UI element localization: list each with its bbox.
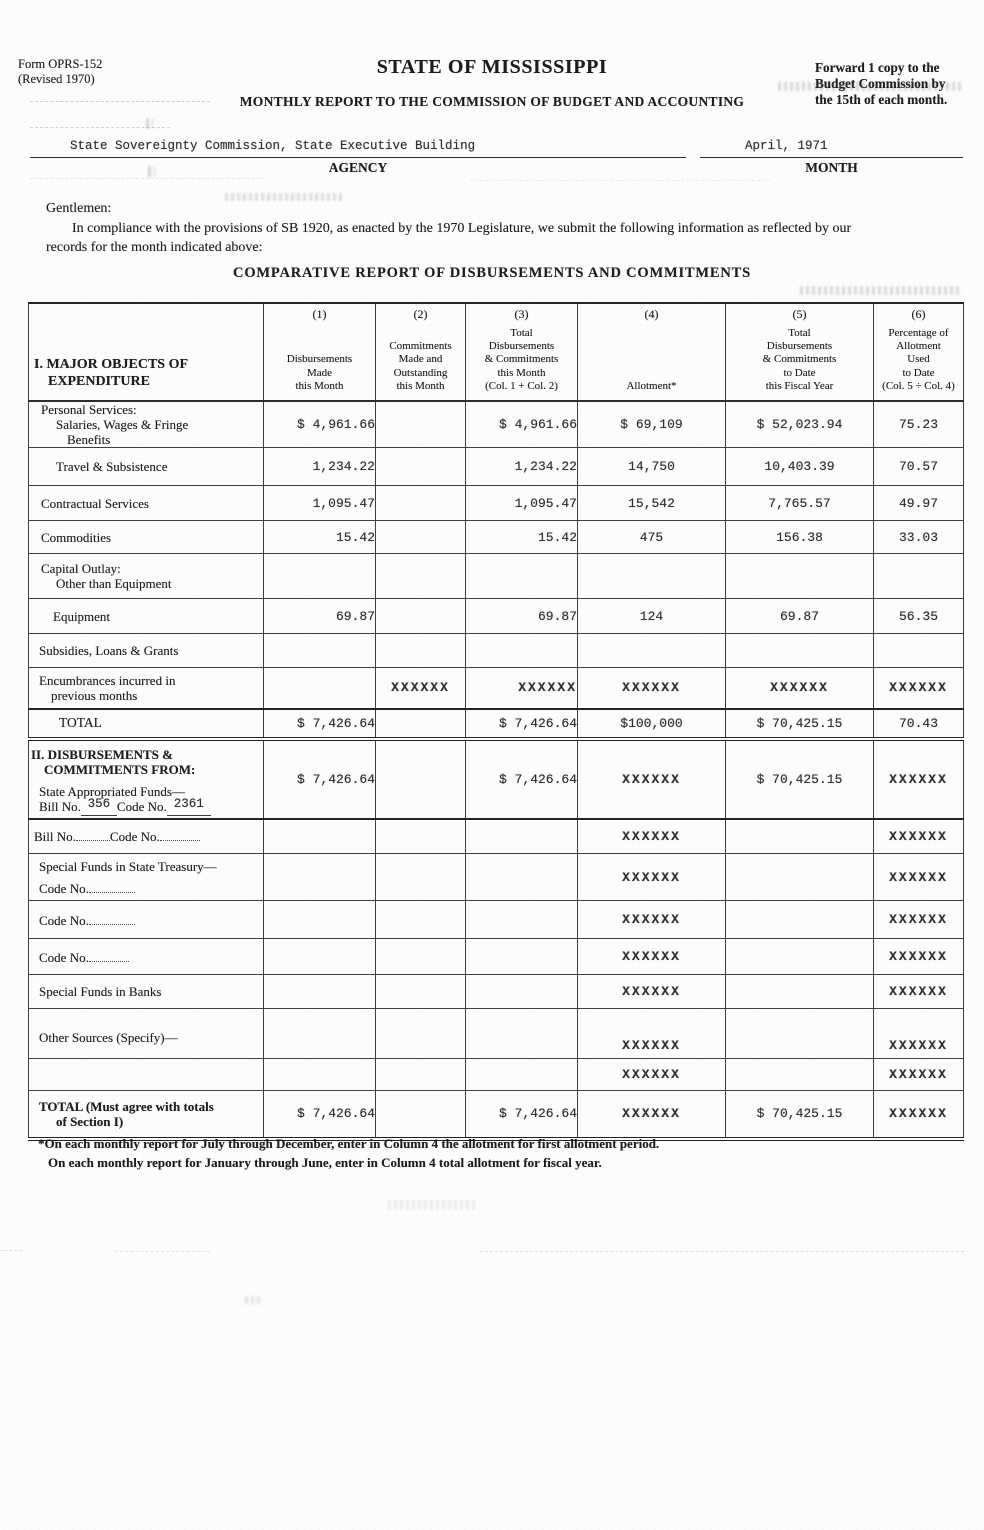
value-cell — [376, 854, 466, 901]
month-label: MONTH — [805, 160, 858, 175]
table-header-row — [29, 303, 964, 401]
row-label-cell — [29, 819, 264, 854]
column-header-cell — [578, 303, 726, 401]
column-header-line: Total — [788, 327, 811, 340]
code-no-label: Code No. — [116, 798, 167, 814]
value-cell — [264, 1059, 376, 1091]
row-label-line: Salaries, Wages & Fringe — [56, 417, 189, 433]
bill-no-label: Bill No. — [39, 798, 81, 814]
column-header-line: to Date — [902, 366, 935, 379]
table-row — [29, 554, 964, 599]
forward-note-line: the 15th of each month. — [815, 92, 948, 108]
table-row — [29, 521, 964, 554]
value-cell: 33.03 — [874, 521, 964, 554]
value-cell: 75.23 — [874, 401, 964, 448]
form-revision-line: (Revised 1970) — [18, 71, 95, 86]
row-label-cell — [29, 401, 264, 448]
scan-artifact — [480, 1251, 964, 1252]
bill-no-label: Bill No. — [34, 829, 76, 845]
value-cell: XXXXXX — [874, 819, 964, 854]
value-cell: $ 7,426.64 — [264, 739, 376, 819]
table-row — [29, 486, 964, 521]
scan-artifact — [0, 1250, 22, 1251]
page-title: STATE OF MISSISSIPPI — [376, 56, 608, 78]
value-cell — [466, 1009, 578, 1059]
value-cell: $ 70,425.15 — [726, 1091, 874, 1139]
footnote: On each monthly report for January through June, enter in Column 4 total allotment for fiscal year. — [48, 1155, 602, 1170]
agency-underline — [30, 157, 686, 158]
table-row — [29, 448, 964, 486]
table-row — [29, 599, 964, 634]
column-header-line: Allotment — [896, 340, 941, 353]
table-row — [29, 854, 964, 901]
value-cell — [726, 975, 874, 1009]
column-header-line: & Commitments — [762, 353, 837, 366]
forward-note-line: Forward 1 copy to the — [815, 60, 940, 75]
value-cell — [264, 1009, 376, 1059]
value-cell: $ 4,961.66 — [264, 401, 376, 448]
value-cell — [264, 634, 376, 668]
value-cell — [726, 854, 874, 901]
column-header-cell — [264, 303, 376, 401]
bill-code-line — [29, 828, 263, 844]
value-cell — [264, 554, 376, 599]
table-row — [29, 819, 964, 854]
value-cell — [726, 939, 874, 975]
value-cell — [376, 1059, 466, 1091]
value-cell: XXXXXX — [578, 739, 726, 819]
column-header-line: Allotment* — [626, 379, 677, 392]
value-cell — [376, 634, 466, 668]
row-label-line: Benefits — [67, 432, 111, 448]
value-cell: XXXXXX — [874, 939, 964, 975]
column-header-line: Made — [306, 366, 333, 379]
value-cell: $100,000 — [578, 709, 726, 739]
row-label-cell — [29, 448, 264, 486]
row-label-line: Special Funds in Banks — [39, 984, 162, 1000]
column-header-line: this Fiscal Year — [765, 379, 834, 392]
value-cell — [726, 1009, 874, 1059]
table-row — [29, 739, 964, 819]
column-number: (1) — [312, 307, 327, 321]
value-cell — [726, 901, 874, 939]
row-label-line: Commodities — [41, 529, 112, 545]
scan-artifact — [30, 178, 260, 179]
column-header-line: this Month — [497, 366, 546, 379]
column-header-line: Used — [907, 353, 930, 366]
value-cell: 14,750 — [578, 448, 726, 486]
row-label-line: of Section I) — [56, 1113, 124, 1129]
value-cell — [578, 554, 726, 599]
value-cell: 7,765.57 — [726, 486, 874, 521]
value-cell: $ 4,961.66 — [466, 401, 578, 448]
value-cell: $ 70,425.15 — [726, 709, 874, 739]
value-cell — [874, 634, 964, 668]
row-label-cell — [29, 1059, 264, 1091]
row-label-line: Special Funds in State Treasury— — [39, 858, 217, 874]
column-header-line: Commitments — [389, 340, 452, 353]
value-cell: XXXXXX — [726, 668, 874, 709]
row-label-cell — [29, 854, 264, 901]
value-cell — [376, 599, 466, 634]
row-label-line: Other than Equipment — [56, 576, 172, 592]
value-cell — [376, 709, 466, 739]
value-cell: 1,095.47 — [264, 486, 376, 521]
column-header-line: Disbursements — [286, 353, 353, 366]
row-label-line: State Appropriated Funds— — [39, 783, 185, 799]
row-label-line: Contractual Services — [41, 495, 149, 511]
value-cell: XXXXXX — [578, 1059, 726, 1091]
value-cell — [466, 819, 578, 854]
value-cell — [376, 521, 466, 554]
column-number: (5) — [792, 307, 807, 321]
value-cell: 69.87 — [264, 599, 376, 634]
value-cell — [376, 401, 466, 448]
value-cell: XXXXXX — [874, 901, 964, 939]
column-number: (6) — [911, 307, 926, 321]
month-value: April, 1971 — [745, 139, 828, 153]
value-cell: XXXXXX — [874, 1059, 964, 1091]
value-cell — [264, 668, 376, 709]
value-cell: XXXXXX — [578, 1091, 726, 1139]
letter-body-line: In compliance with the provisions of SB 1920, as enacted by the 1970 Legislature, we submit the following information as reflected by our — [72, 221, 852, 236]
scan-artifact — [30, 101, 210, 102]
value-cell: 1,234.22 — [264, 448, 376, 486]
value-cell: 56.35 — [874, 599, 964, 634]
column-header-line: Outstanding — [393, 366, 448, 379]
value-cell: $ 7,426.64 — [466, 709, 578, 739]
value-cell — [376, 554, 466, 599]
month-underline — [700, 157, 963, 158]
value-cell: $ 7,426.64 — [466, 739, 578, 819]
footnote: *On each monthly report for July through December, enter in Column 4 the allotment for first allotment period. — [38, 1136, 660, 1151]
table-title: COMPARATIVE REPORT OF DISBURSEMENTS AND COMMITMENTS — [233, 265, 751, 281]
column-header-cell — [466, 303, 578, 401]
table-row — [29, 634, 964, 668]
value-cell: XXXXXX — [874, 1091, 964, 1139]
table-row — [29, 401, 964, 448]
value-cell — [376, 739, 466, 819]
value-cell — [376, 1091, 466, 1139]
row-label-cell — [29, 975, 264, 1009]
value-cell: 15,542 — [578, 486, 726, 521]
code-no-label: Code No. — [109, 829, 160, 845]
scan-artifact — [245, 1296, 263, 1304]
value-cell — [376, 1009, 466, 1059]
bill-code-line — [29, 796, 263, 817]
row-label-line: Subsidies, Loans & Grants — [39, 643, 179, 659]
row-label-cell — [29, 521, 264, 554]
value-cell: 70.43 — [874, 709, 964, 739]
value-cell: XXXXXX — [578, 668, 726, 709]
value-cell: 1,234.22 — [466, 448, 578, 486]
value-cell: XXXXXX — [874, 739, 964, 819]
value-cell — [726, 1059, 874, 1091]
row-label-cell — [29, 486, 264, 521]
scan-artifact — [800, 286, 960, 295]
value-cell: XXXXXX — [578, 975, 726, 1009]
table-row — [29, 901, 964, 939]
column-header-cell — [874, 303, 964, 401]
value-cell — [578, 634, 726, 668]
value-cell: 475 — [578, 521, 726, 554]
salutation: Gentlemen: — [46, 201, 112, 216]
value-cell — [726, 554, 874, 599]
value-cell: XXXXXX — [578, 819, 726, 854]
row-label-cell — [29, 554, 264, 599]
value-cell — [264, 854, 376, 901]
scan-artifact — [148, 166, 155, 177]
value-cell — [264, 939, 376, 975]
table-row — [29, 1059, 964, 1091]
row-label-line: TOTAL — [59, 715, 102, 731]
column-header-line: this Month — [295, 379, 344, 392]
value-cell: $ 7,426.64 — [466, 1091, 578, 1139]
column-number: (3) — [514, 307, 529, 321]
column-header-line: Total — [510, 327, 533, 340]
table-row — [29, 668, 964, 709]
code-no-value: 2361 — [173, 796, 204, 811]
scan-artifact — [600, 103, 690, 104]
scan-artifact — [225, 193, 345, 201]
row-label-line: TOTAL (Must agree with totals — [39, 1098, 214, 1114]
row-label-line: Other Sources (Specify)— — [39, 1030, 178, 1046]
row-label-cell — [29, 599, 264, 634]
scan-artifact — [778, 82, 964, 91]
form-number-line: Form OPRS-152 — [18, 57, 103, 71]
value-cell: XXXXXX — [466, 668, 578, 709]
column-header-line: Percentage of — [888, 327, 949, 340]
row-label-cell — [29, 709, 264, 739]
value-cell — [264, 819, 376, 854]
value-cell: $ 7,426.64 — [264, 1091, 376, 1139]
column-header-line: (Col. 1 + Col. 2) — [485, 379, 558, 392]
table-row — [29, 1009, 964, 1059]
column-header-line: & Commitments — [484, 353, 559, 366]
value-cell — [264, 901, 376, 939]
row-label-line: Personal Services: — [41, 402, 137, 417]
value-cell: $ 70,425.15 — [726, 739, 874, 819]
value-cell — [874, 554, 964, 599]
code-no-label: Code No. — [39, 880, 89, 896]
value-cell — [466, 854, 578, 901]
row-label-cell — [29, 668, 264, 709]
value-cell — [466, 939, 578, 975]
value-cell — [376, 819, 466, 854]
value-cell: 124 — [578, 599, 726, 634]
row-label-cell — [29, 1009, 264, 1059]
row-label-line: Travel & Subsistence — [56, 459, 168, 475]
value-cell: $ 7,426.64 — [264, 709, 376, 739]
value-cell: 69.87 — [466, 599, 578, 634]
value-cell: 70.57 — [874, 448, 964, 486]
column-header-line: Made and — [398, 353, 443, 366]
value-cell: XXXXXX — [578, 854, 726, 901]
value-cell: XXXXXX — [376, 668, 466, 709]
column-header-line: (Col. 5 ÷ Col. 4) — [882, 379, 955, 392]
code-no-line — [29, 880, 263, 896]
code-no-label: Code No. — [39, 912, 89, 928]
letter-body-line: records for the month indicated above: — [46, 240, 263, 255]
column-number: (2) — [413, 307, 428, 321]
section1-title-line: I. MAJOR OBJECTS OF — [34, 356, 189, 372]
table-row — [29, 1091, 964, 1139]
code-no-line — [29, 949, 263, 965]
row-label-cell — [29, 1091, 264, 1139]
value-cell — [726, 634, 874, 668]
value-cell: $ 52,023.94 — [726, 401, 874, 448]
scan-artifact — [470, 180, 770, 181]
value-cell — [376, 975, 466, 1009]
row-label-cell — [29, 939, 264, 975]
value-cell: XXXXXX — [578, 901, 726, 939]
row-label-cell — [29, 901, 264, 939]
value-cell: 15.42 — [466, 521, 578, 554]
value-cell — [466, 975, 578, 1009]
table-row — [29, 975, 964, 1009]
code-no-label: Code No. — [39, 949, 89, 965]
scan-artifact — [115, 1251, 210, 1252]
value-cell: XXXXXX — [578, 939, 726, 975]
value-cell: XXXXXX — [578, 1009, 726, 1059]
comparative-report-table — [28, 302, 964, 1141]
value-cell — [726, 819, 874, 854]
value-cell — [466, 634, 578, 668]
column-header-line: Disbursements — [766, 340, 833, 353]
row-label-line: Encumbrances incurred in — [39, 672, 176, 688]
column-header-line: Disbursements — [488, 340, 555, 353]
value-cell: 1,095.47 — [466, 486, 578, 521]
column-header-line: this Month — [396, 379, 445, 392]
row-label-cell — [29, 634, 264, 668]
value-cell — [466, 1059, 578, 1091]
bill-no-value: 356 — [87, 796, 111, 811]
value-cell — [376, 901, 466, 939]
row-label-line: previous months — [51, 687, 138, 703]
section1-header-cell — [29, 303, 264, 401]
section2-heading-line: COMMITMENTS FROM: — [44, 762, 196, 778]
column-header-line: to Date — [783, 366, 816, 379]
column-number: (4) — [644, 307, 659, 321]
scan-artifact — [146, 118, 153, 129]
value-cell: 69.87 — [726, 599, 874, 634]
value-cell: XXXXXX — [874, 975, 964, 1009]
code-no-line — [29, 912, 263, 928]
section1-title-line: EXPENDITURE — [48, 373, 150, 389]
agency-value: State Sovereignty Commission, State Executive Building — [70, 139, 476, 153]
value-cell: XXXXXX — [874, 668, 964, 709]
table-row — [29, 939, 964, 975]
row-label-cell — [29, 739, 264, 819]
table-row — [29, 709, 964, 739]
value-cell — [376, 486, 466, 521]
value-cell — [376, 448, 466, 486]
section2-heading-line: II. DISBURSEMENTS & — [31, 747, 173, 763]
value-cell — [466, 901, 578, 939]
forward-note-line: Budget Commission by — [815, 76, 946, 92]
row-label-line: Capital Outlay: — [41, 561, 121, 577]
value-cell: XXXXXX — [874, 854, 964, 901]
value-cell — [264, 975, 376, 1009]
value-cell: 49.97 — [874, 486, 964, 521]
column-header-cell — [726, 303, 874, 401]
value-cell: 15.42 — [264, 521, 376, 554]
row-label-line: Equipment — [53, 608, 111, 624]
agency-label: AGENCY — [328, 160, 388, 175]
value-cell: 156.38 — [726, 521, 874, 554]
value-cell — [466, 554, 578, 599]
value-cell: $ 69,109 — [578, 401, 726, 448]
report-title: MONTHLY REPORT TO THE COMMISSION OF BUDGET AND ACCOUNTING — [239, 94, 745, 109]
scan-artifact — [388, 1200, 478, 1210]
value-cell — [376, 939, 466, 975]
column-header-cell — [376, 303, 466, 401]
value-cell: 10,403.39 — [726, 448, 874, 486]
value-cell: XXXXXX — [874, 1009, 964, 1059]
